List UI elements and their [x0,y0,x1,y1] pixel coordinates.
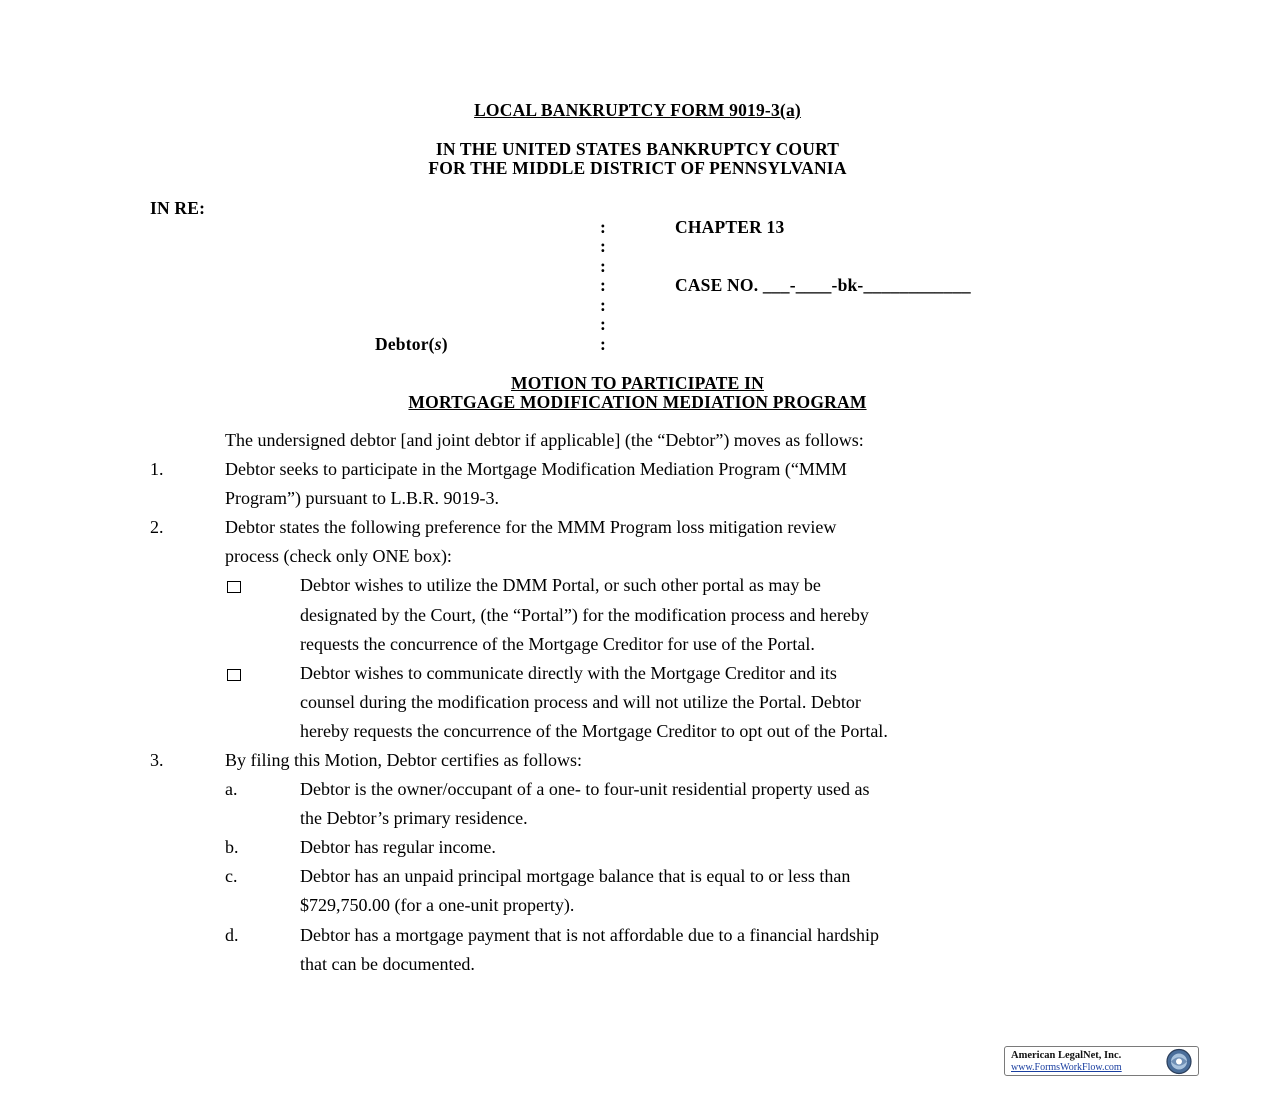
portal-option-line2: designated by the Court, (the “Portal”) for the modification process and hereby [300,605,869,625]
badge-url-link[interactable]: www.FormsWorkFlow.com [1011,1062,1122,1073]
caption-colon: : [600,236,607,256]
caption-colon: : [600,275,607,295]
debtor-label: Debtor(s) [375,334,448,354]
certification-d-line1: Debtor has a mortgage payment that is not affordable due to a financial hardship [300,925,879,945]
portal-option-line3: requests the concurrence of the Mortgage Creditor for use of the Portal. [300,634,815,654]
certification-d-line2: that can be documented. [300,954,475,974]
motion-title-line1: MOTION TO PARTICIPATE IN [511,373,764,393]
certification-b-line1: Debtor has regular income. [300,837,496,857]
caption-colon: : [600,314,607,334]
certification-a-line1: Debtor is the owner/occupant of a one- to four-unit residential property used as [300,779,870,799]
caption-colon: : [600,217,607,237]
paragraph-3-line1: By filing this Motion, Debtor certifies as follows: [225,750,582,770]
intro-paragraph: The undersigned debtor [and joint debtor if applicable] (the “Debtor”) moves as follows: [225,430,864,450]
chapter-label: CHAPTER 13 [675,217,785,237]
paragraph-2-line2: process (check only ONE box): [225,546,452,566]
paragraph-number: 1. [150,459,164,479]
certification-c-line1: Debtor has an unpaid principal mortgage balance that is equal to or less than [300,866,851,886]
paragraph-1-line1: Debtor seeks to participate in the Mortgage Modification Mediation Program (“MMM [225,459,847,479]
paragraph-number: 3. [150,750,164,770]
caption-colon: : [600,295,607,315]
caption-colon: : [600,256,607,276]
motion-title-line2: MORTGAGE MODIFICATION MEDIATION PROGRAM [408,392,867,412]
court-name-line2: FOR THE MIDDLE DISTRICT OF PENNSYLVANIA [428,158,847,178]
portal-option-line1: Debtor wishes to utilize the DMM Portal, or such other portal as may be [300,575,821,595]
american-legalnet-badge[interactable] [1004,1046,1199,1076]
certification-a-line2: the Debtor’s primary residence. [300,808,528,828]
opt-out-option-checkbox[interactable] [227,668,241,686]
paragraph-1-line2: Program”) pursuant to L.B.R. 9019-3. [225,488,499,508]
in-re-label: IN RE: [150,198,206,218]
opt-out-option-line1: Debtor wishes to communicate directly with the Mortgage Creditor and its [300,663,837,683]
portal-option-checkbox[interactable] [227,580,241,598]
case-number [675,275,971,296]
paragraph-2-line1: Debtor states the following preference for the MMM Program loss mitigation review [225,517,837,537]
opt-out-option-line3: hereby requests the concurrence of the Mortgage Creditor to opt out of the Portal. [300,721,888,741]
subitem-label: b. [225,837,239,857]
badge-company-name: American LegalNet, Inc. [1011,1050,1122,1061]
certification-c-line2: $729,750.00 (for a one-unit property). [300,895,575,915]
case-number-field[interactable]: ___-____-bk-____________ [762,275,971,295]
opt-out-option-line2: counsel during the modification process and will not utilize the Portal. Debtor [300,692,861,712]
form-title: LOCAL BANKRUPTCY FORM 9019-3(a) [474,100,801,120]
case-number-label: CASE NO. [675,275,759,295]
subitem-label: a. [225,779,238,799]
paragraph-number: 2. [150,517,164,537]
court-name-line1: IN THE UNITED STATES BANKRUPTCY COURT [435,139,840,159]
caption-colon: : [600,334,607,354]
globe-logo-icon [1165,1048,1193,1075]
subitem-label: d. [225,925,239,945]
subitem-label: c. [225,866,238,886]
